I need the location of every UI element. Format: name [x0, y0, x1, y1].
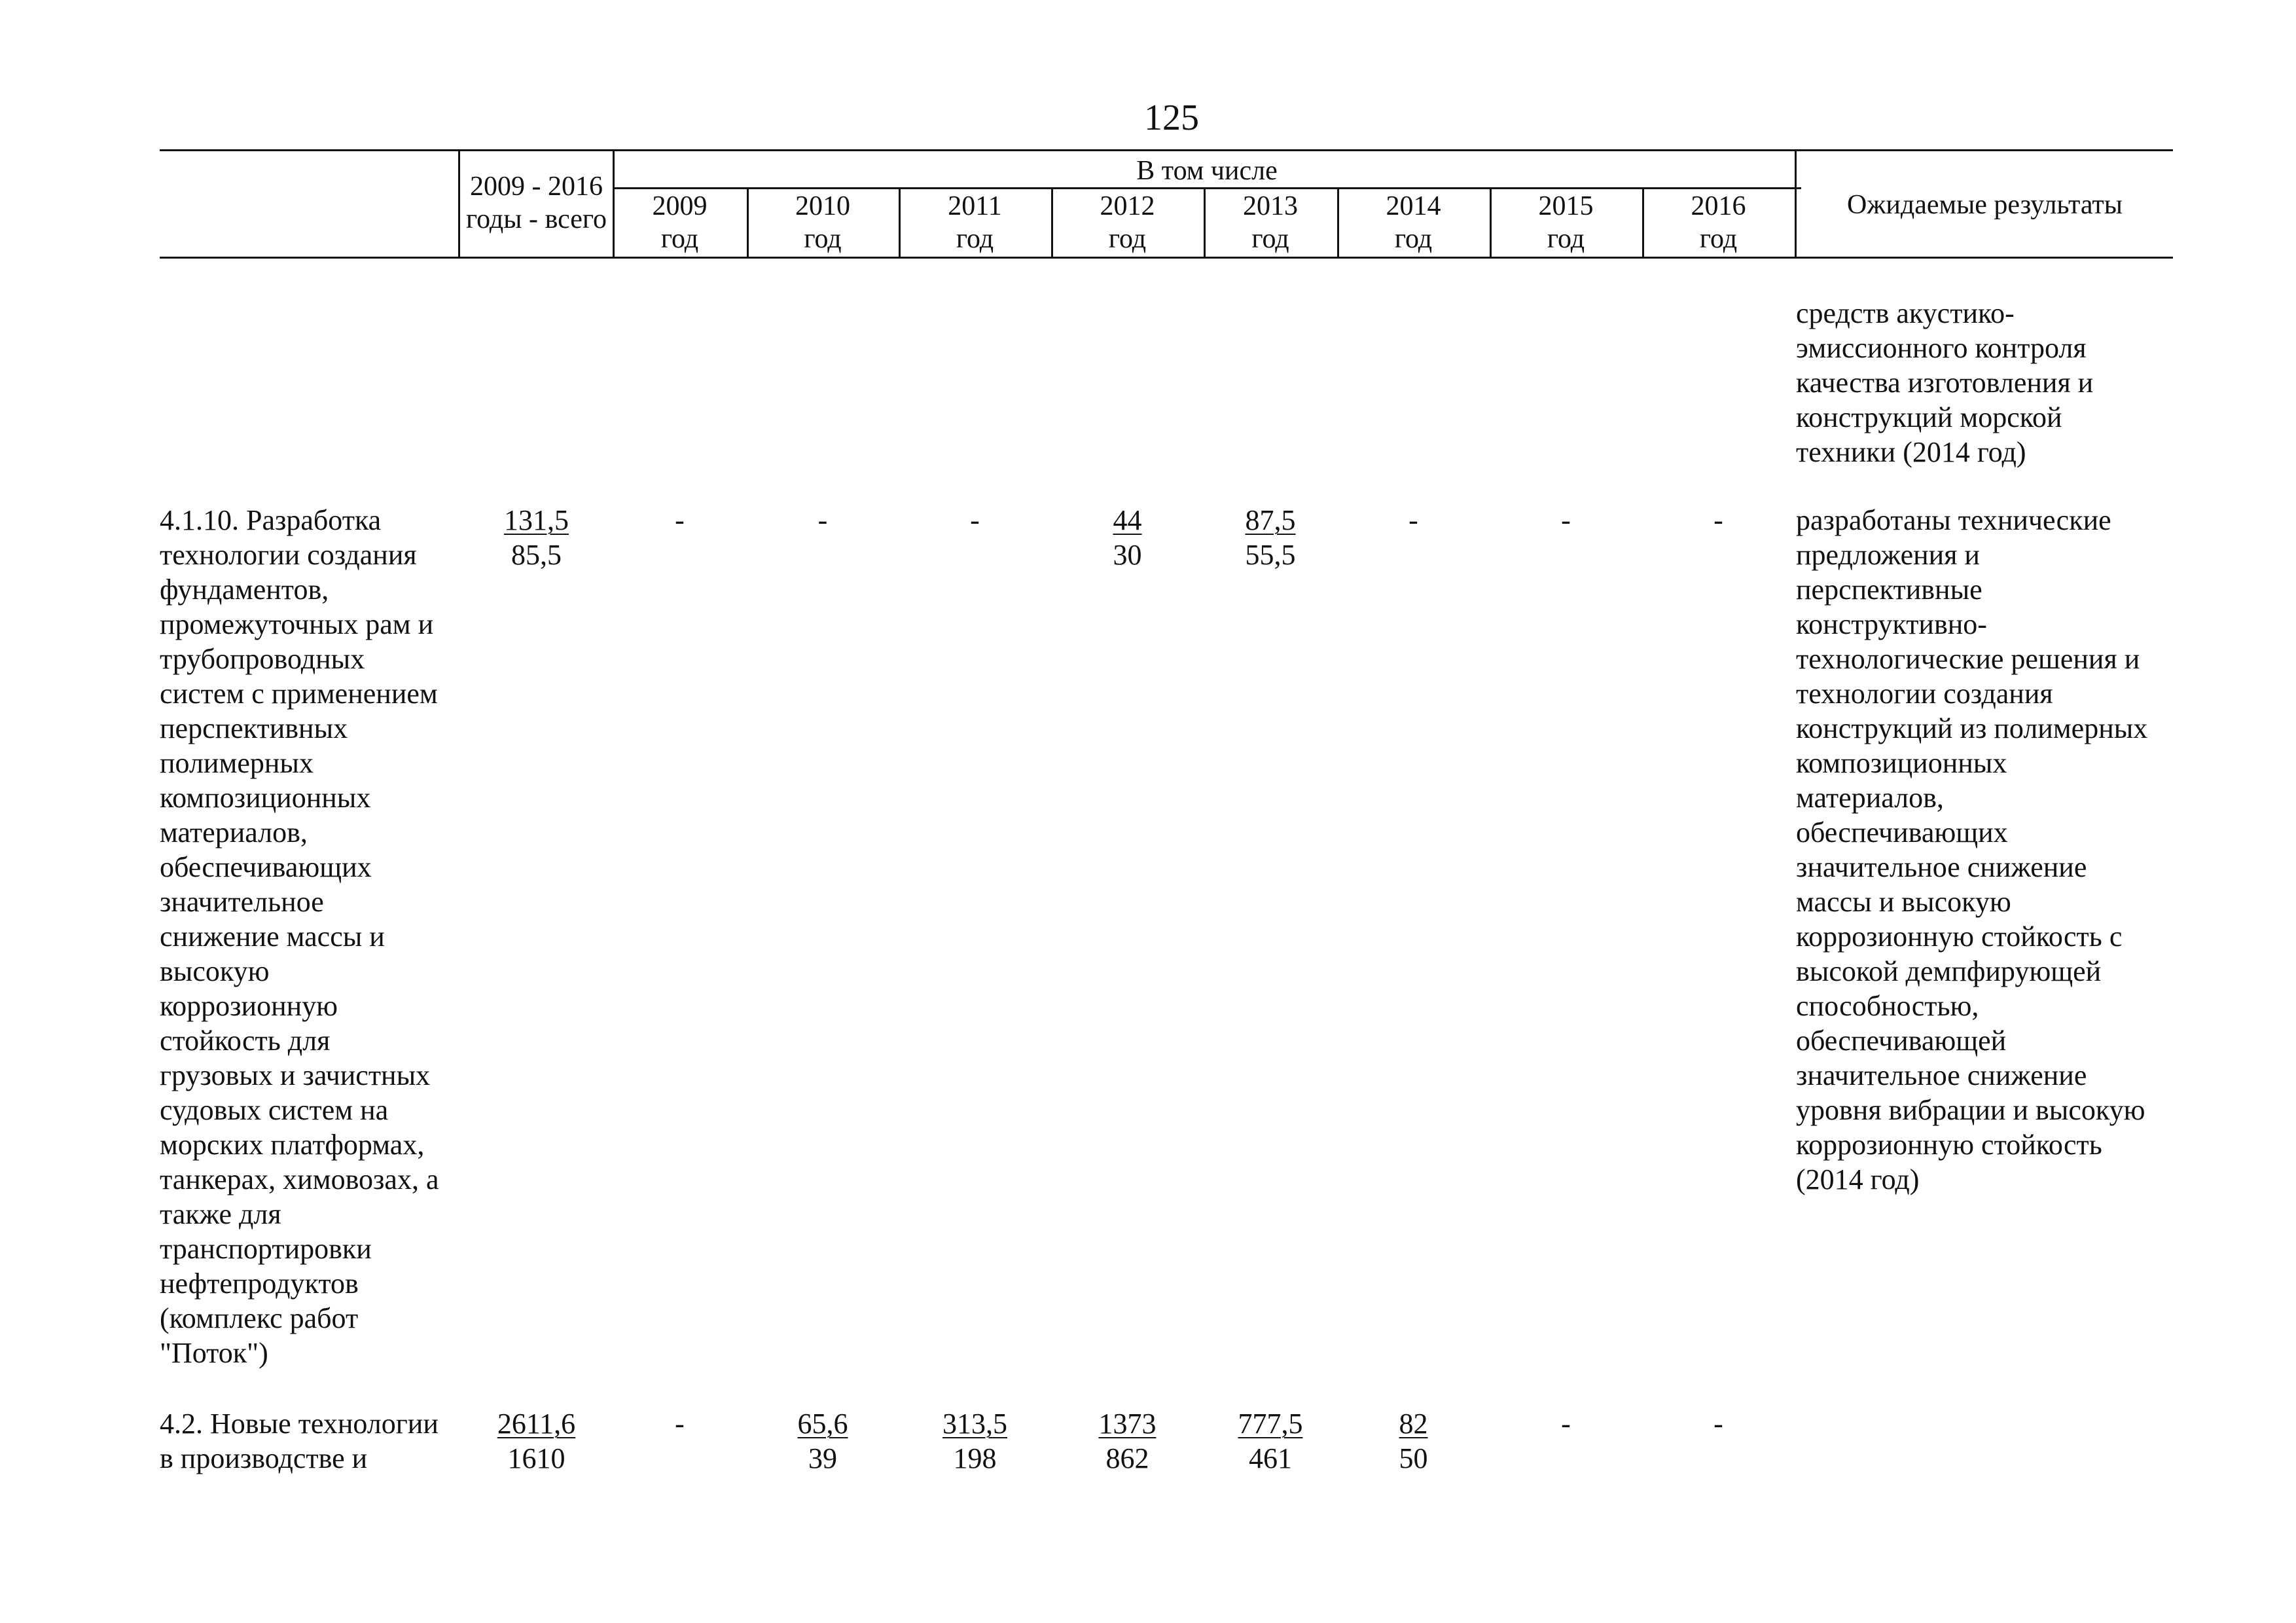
result-line: конструкций морской: [1796, 401, 2062, 433]
result-line: технологические решения и: [1796, 643, 2140, 675]
result-line: предложения и: [1796, 539, 1980, 571]
header-year-label: 2011: [948, 191, 1002, 221]
name-line: также для: [160, 1198, 281, 1230]
header-year-unit: год: [1699, 224, 1738, 254]
header-year-label: 2014: [1386, 191, 1441, 221]
name-line: стойкость для: [160, 1025, 331, 1057]
row-1-total: [460, 503, 613, 572]
result-line: обеспечивающих: [1796, 816, 2008, 848]
name-line: фундаментов,: [160, 574, 329, 606]
header-year-unit: год: [1108, 224, 1147, 254]
row-1-cell-2013: [1204, 503, 1337, 572]
name-line: в производстве и: [160, 1442, 368, 1474]
result-line: перспективные: [1796, 574, 1982, 606]
header-year-unit: год: [660, 224, 699, 254]
result-line: высокой демпфирующей: [1796, 955, 2102, 987]
row-2-cell-2016: [1642, 1406, 1795, 1441]
row-1-cell-2012: [1051, 503, 1204, 572]
header-year-unit: год: [1251, 224, 1289, 254]
name-line: (комплекс работ: [160, 1302, 359, 1334]
row-2-total: [460, 1406, 613, 1476]
row-1-cell-2014: [1337, 503, 1490, 538]
name-line: 4.2. Новые технологии: [160, 1408, 439, 1440]
name-line: транспортировки: [160, 1233, 372, 1265]
cell-value: -: [1713, 1408, 1723, 1440]
total-value: 131,5: [504, 504, 569, 536]
cell-value-sub: 50: [1399, 1442, 1428, 1474]
name-line: снижение массы и: [160, 921, 385, 953]
result-line: коррозионную стойкость с: [1796, 921, 2123, 953]
name-line: обеспечивающих: [160, 851, 372, 883]
name-line: морских платформах,: [160, 1129, 425, 1161]
header-year-label: 2009: [652, 191, 708, 221]
name-line: коррозионную: [160, 990, 338, 1022]
result-line: значительное снижение: [1796, 851, 2087, 883]
name-line: перспективных: [160, 712, 348, 744]
name-line: промежуточных рам и: [160, 608, 434, 640]
cell-value-sub: 39: [808, 1442, 837, 1474]
cell-value: -: [1561, 504, 1571, 536]
result-line: конструкций из полимерных: [1796, 712, 2148, 744]
header-year-2009: [613, 190, 747, 255]
row-1-results: [1796, 503, 2147, 1197]
cell-value: 777,5: [1238, 1408, 1303, 1440]
name-line: материалов,: [160, 816, 308, 848]
cell-value: 87,5: [1245, 504, 1296, 536]
header-year-2011: [899, 190, 1051, 255]
name-line: судовых систем на: [160, 1094, 389, 1126]
name-line: трубопроводных: [160, 643, 365, 675]
page-number: 125: [1144, 98, 1199, 138]
name-line: полимерных: [160, 747, 314, 779]
row-1-cell-2011: [899, 503, 1051, 538]
header-total-line-2: годы - всего: [465, 204, 607, 234]
name-line: танкерах, химовозах, а: [160, 1163, 439, 1195]
cell-value-sub: 30: [1113, 539, 1142, 571]
cell-value: -: [1408, 504, 1418, 536]
header-year-unit: год: [956, 224, 994, 254]
cell-value: -: [817, 504, 828, 536]
result-line: композиционных: [1796, 747, 2007, 779]
cell-value: -: [675, 1408, 685, 1440]
result-line: значительное снижение: [1796, 1059, 2087, 1091]
header-year-2014: [1337, 190, 1490, 255]
row-2-name: [160, 1406, 439, 1476]
result-line: материалов,: [1796, 782, 1944, 814]
name-line: высокую: [160, 955, 270, 987]
header-year-label: 2013: [1243, 191, 1298, 221]
result-line: обеспечивающей: [1796, 1025, 2007, 1057]
header-year-label: 2012: [1100, 191, 1155, 221]
table-header-bottom-rule: [160, 257, 2173, 259]
header-year-label: 2010: [795, 191, 850, 221]
row-2-cell-2012: [1051, 1406, 1204, 1476]
cell-value: 65,6: [797, 1408, 848, 1440]
cell-value: 44: [1113, 504, 1142, 536]
name-line: композиционных: [160, 782, 371, 814]
header-results-col: Ожидаемые результаты: [1847, 190, 2123, 220]
total-value-sub: 85,5: [511, 539, 562, 571]
result-line: разработаны технические: [1796, 504, 2111, 536]
result-line: качества изготовления и: [1796, 367, 2094, 399]
row-1-name: [160, 503, 439, 1370]
row-2-cell-2015: [1490, 1406, 1642, 1441]
cell-value: -: [1561, 1408, 1571, 1440]
header-total-col: [460, 170, 613, 236]
name-line: нефтепродуктов: [160, 1267, 359, 1300]
result-line: (2014 год): [1796, 1163, 1920, 1195]
table-top-rule: [160, 149, 2173, 151]
year-group-rule: [613, 187, 1801, 189]
cell-value-sub: 461: [1249, 1442, 1292, 1474]
row-2-cell-2011: [899, 1406, 1051, 1476]
header-group-label: В том числе: [1136, 156, 1278, 186]
row-1-cell-2009: [613, 503, 747, 538]
result-line: способностью,: [1796, 990, 1979, 1022]
cell-value-sub: 862: [1105, 1442, 1149, 1474]
result-line: уровня вибрации и высокую: [1796, 1094, 2145, 1126]
name-line: систем с применением: [160, 678, 438, 710]
row-1-cell-2015: [1490, 503, 1642, 538]
name-line: "Поток"): [160, 1337, 268, 1369]
name-line: грузовых и зачистных: [160, 1059, 431, 1091]
header-year-2012: [1051, 190, 1204, 255]
result-line: конструктивно-: [1796, 608, 1987, 640]
header-year-2016: [1642, 190, 1795, 255]
row-2-cell-2013: [1204, 1406, 1337, 1476]
cell-value: 82: [1399, 1408, 1428, 1440]
header-year-unit: год: [1547, 224, 1585, 254]
cell-value-sub: 55,5: [1245, 539, 1296, 571]
header-year-label: 2015: [1538, 191, 1594, 221]
total-value: 2611,6: [497, 1408, 576, 1440]
row-2-cell-2014: [1337, 1406, 1490, 1476]
cell-value: 1373: [1098, 1408, 1157, 1440]
header-year-label: 2016: [1691, 191, 1746, 221]
header-year-unit: год: [1394, 224, 1433, 254]
cell-value: 313,5: [942, 1408, 1007, 1440]
header-year-2015: [1490, 190, 1642, 255]
cell-value: -: [675, 504, 685, 536]
cell-value: -: [1713, 504, 1723, 536]
row-1-cell-2010: [747, 503, 899, 538]
cell-value: -: [970, 504, 980, 536]
result-line: технологии создания: [1796, 678, 2053, 710]
result-line: эмиссионного контроля: [1796, 332, 2087, 364]
header-year-2010: [747, 190, 899, 255]
row-2-cell-2009: [613, 1406, 747, 1441]
header-year-unit: год: [804, 224, 842, 254]
row-0-results: [1796, 296, 2093, 469]
name-line: значительное: [160, 886, 324, 918]
row-1-cell-2016: [1642, 503, 1795, 538]
total-value-sub: 1610: [507, 1442, 565, 1474]
name-line: 4.1.10. Разработка: [160, 504, 382, 536]
cell-value-sub: 198: [953, 1442, 997, 1474]
result-line: техники (2014 год): [1796, 436, 2026, 468]
result-line: массы и высокую: [1796, 886, 2011, 918]
result-line: коррозионную стойкость: [1796, 1129, 2102, 1161]
header-total-line-1: 2009 - 2016: [470, 172, 603, 202]
result-line: средств акустико-: [1796, 297, 2015, 329]
header-year-2013: [1204, 190, 1337, 255]
row-2-cell-2010: [747, 1406, 899, 1476]
name-line: технологии создания: [160, 539, 417, 571]
